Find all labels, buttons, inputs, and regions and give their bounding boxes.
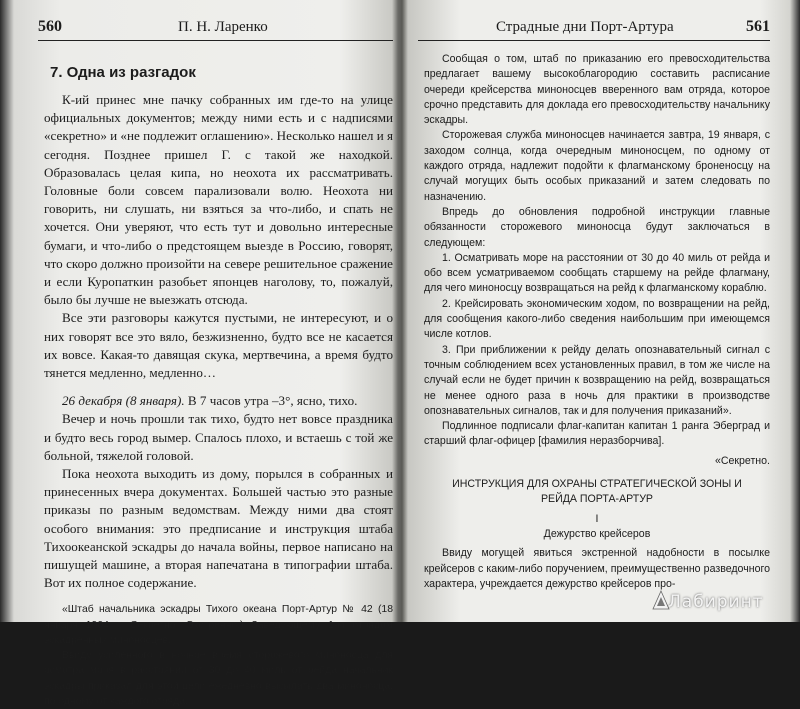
entry-text: В 7 часов утра –3°, ясно, тихо. [184, 393, 358, 409]
paragraph: 1. Осматривать море на расстоянии от 30 до 40 миль от рейда и обо всем усматриваемом сообщать старшему на рейде флагману, для чего миноносцу возвращаться на рейд к флагманскому кораблю. [424, 251, 770, 295]
paragraph: К-ий принес мне пачку собранных им где-то на улице официальных документов; между ними есть и с надписями «секретно» и «не подлежит оглашению». Несколько нашел и я сегодня. Позднее пришел Г. с такой же находкой. Образовалась целая кипа, но неохота их рассматривать. Головные боли совсем парализовали волю. Неохота ни говорить, ни слушать, ни взяться за что-либо, и спать не хочется. Они уверяют, что есть тут и довольно интересные бумаги, и что-либо о предстоящем выезде в Россию, говорят, что скоро должно произойти на севере решительное сражение и если Куропаткин разобьет японцев наголову, то, пожалуй, было бы лучше не выезжать отсюда. [44, 92, 394, 308]
paragraph: Подлинное подписали флаг-капитан капитан 1 ранга Эберград и старший флаг-офицер [фамилия неразборчива]. [424, 420, 770, 448]
section-title: Дежурство крейсеров [543, 527, 651, 540]
paragraph: 3. При приближении к рейду делать опознавательный сигнал с точным соблюдением всех установленных правил, в том же числе на случай если не будет причин к возвращению на рейд, возвращаться не менее одного раза в ночь для практики в производстве опознавательных сигналов, так и для получения приказаний». [424, 343, 770, 417]
section-number: I [595, 512, 599, 525]
paragraph: Сторожевая служба миноносцев начинается завтра, 19 января, с заходом солнца, когда очередным миноносцем, по одному от каждого отряда, надлежит подойти к флагманскому броненосцу на случай могущих быть особых приказаний и затем следовать по назначению. [424, 129, 770, 203]
watermark: Лабиринт [668, 592, 764, 612]
paragraph: Пока неохота выходить из дому, порылся в собранных и принесенных вчера документах. Большей частью это разные приказы по разным ведомствам. Между ними два стоят особого внимания: это предписание и инструкция штаба Тихоокеанской эскадры до начала войны, первое написано на пишущей машине, а вторая напечатана в типографии штаба. Вот их полное содержание. [44, 466, 393, 591]
right-page-number: 561 [746, 18, 770, 35]
left-header-rule [38, 40, 393, 41]
paragraph: 2. Крейсировать экономическим ходом, по возвращении на рейд, для сообщения какого-либо сведения наибольшим при имеющемся числе котлов. [424, 297, 770, 341]
paragraph: Все эти разговоры кажутся пустыми, не интересуют, и о них говорят все это вяло, безжизненно, будто все не касается их вовсе. Какая-то давящая скука, мертвечина, а время будто тянется медленно, медленно… [44, 310, 393, 381]
left-page [38, 0, 394, 707]
left-page-number: 560 [38, 18, 62, 35]
right-running-title: Страдные дни Порт-Артура [496, 19, 674, 35]
right-running-head [418, 18, 770, 40]
paragraph: Сообщая о том, штаб по приказанию его превосходительства предлагает вашему высокоблагородию составить расписание очереди крейсерства миноносцев вверенного вам отряда, которое срочно представить для доклада его превосходительству начальнику эскадры. [424, 53, 770, 127]
left-page-body [44, 48, 393, 709]
right-page-body [424, 52, 770, 592]
left-running-head [38, 18, 393, 40]
paragraph: Вечер и ночь прошли так тихо, будто нет вовсе праздника и будто весь город вымер. Спалось плохо, и встаешь с той же больной, тяжелой головой. [44, 411, 393, 463]
date-entry [44, 392, 393, 410]
right-page [418, 0, 770, 622]
paragraph: Впредь до обновления подробной инструкции главные обязанности сторожевого миноносца будут заключаться в следующем: [424, 205, 770, 249]
instruction-title: ИНСТРУКЦИЯ ДЛЯ ОХРАНЫ СТРАТЕГИЧЕСКОЙ ЗОНЫ И РЕЙДА ПОРТА-АРТУР [452, 478, 742, 506]
paragraph: Ввиду могущей явиться экстренной надобности в посылке крейсеров с каким-либо поручением, преимущественно разведочного характера, учреждается дежурство крейсеров про- [424, 547, 770, 590]
secret-mark: «Секретно. [714, 454, 770, 467]
quote-paragraph: «Штаб начальника эскадры Тихого океана Порт-Артур № 42 (18 января 1904 г. Секретно. Экстренно.) Заведующему 1-м отрядом эскадренных миноносцев. [44, 604, 393, 646]
entry-date: 26 декабря (8 января). [62, 393, 185, 409]
quote-paragraph: Ввиду усиленного в ночное время сторожевого миноносца для осмотра моря в расстоянии от 30 до 40 миль от рейда начальник эскадры приказал для этой цели ежедневно высылать два миноносца, по одному от каждого отряда. [44, 650, 393, 707]
chapter-title: 7. Одна из разгадок [50, 64, 196, 81]
right-header-rule [418, 40, 770, 41]
left-running-title: П. Н. Ларенко [178, 19, 268, 35]
